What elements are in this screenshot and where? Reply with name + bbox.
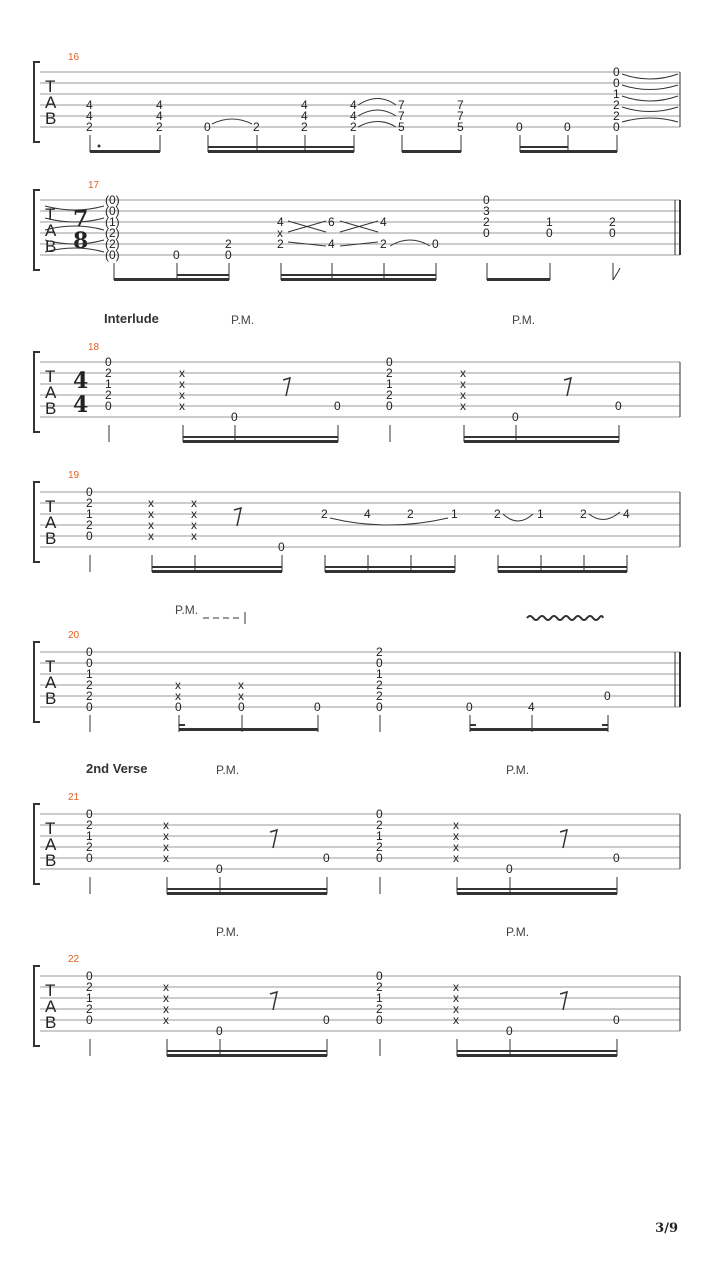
svg-text:1: 1 — [537, 507, 544, 521]
tab-staff-22 — [0, 964, 720, 1064]
svg-text:x: x — [175, 678, 181, 692]
svg-text:x: x — [460, 388, 466, 402]
svg-text:x: x — [163, 991, 169, 1005]
svg-text:0: 0 — [376, 851, 383, 865]
svg-text:1: 1 — [376, 991, 383, 1005]
measure-number-16: 16 — [68, 52, 80, 63]
svg-text:2: 2 — [105, 388, 112, 402]
tab-clef-a: A — [45, 221, 57, 240]
svg-text:1: 1 — [86, 829, 93, 843]
svg-text:2: 2 — [386, 366, 393, 380]
svg-text:x: x — [277, 226, 283, 240]
svg-text:2: 2 — [376, 689, 383, 703]
tab-clef-t: T — [45, 77, 56, 96]
measure-number-19: 19 — [68, 470, 80, 481]
svg-text:x: x — [453, 991, 459, 1005]
svg-text:0: 0 — [604, 689, 611, 703]
svg-text:x: x — [148, 518, 154, 532]
svg-text:x: x — [453, 1002, 459, 1016]
tab-clef-b: B — [45, 851, 57, 870]
tab-clef-b: B — [45, 529, 57, 548]
svg-text:0: 0 — [376, 656, 383, 670]
svg-text:2: 2 — [613, 98, 620, 112]
svg-text:0: 0 — [334, 399, 341, 413]
svg-text:x: x — [453, 1013, 459, 1027]
svg-text:1: 1 — [376, 667, 383, 681]
measure-number-20: 20 — [68, 630, 80, 641]
vibrato-mark — [527, 616, 603, 620]
palm-mute-label: P.M. — [216, 925, 240, 939]
measure-number-17: 17 — [88, 180, 100, 191]
svg-text:2: 2 — [86, 518, 93, 532]
svg-text:4: 4 — [364, 507, 371, 521]
svg-text:4: 4 — [156, 109, 163, 123]
svg-text:2: 2 — [609, 215, 616, 229]
svg-text:x: x — [460, 366, 466, 380]
tab-system-20 — [0, 640, 720, 740]
svg-text:0: 0 — [323, 851, 330, 865]
tab-system-19 — [0, 480, 720, 580]
tab-system-22 — [0, 964, 720, 1064]
svg-text:0: 0 — [376, 969, 383, 983]
svg-text:(0): (0) — [105, 248, 120, 262]
svg-text:4: 4 — [156, 98, 163, 112]
tab-clef-b: B — [45, 689, 57, 708]
svg-text:0: 0 — [175, 700, 182, 714]
svg-text:x: x — [191, 507, 197, 521]
svg-text:x: x — [453, 818, 459, 832]
tab-clef-b: B — [45, 399, 57, 418]
svg-text:0: 0 — [216, 1024, 223, 1038]
svg-text:2: 2 — [483, 215, 490, 229]
svg-text:4: 4 — [528, 700, 535, 714]
svg-text:0: 0 — [483, 193, 490, 207]
measure-number-21: 21 — [68, 792, 80, 803]
tab-clef-a: A — [45, 513, 57, 532]
svg-text:1: 1 — [86, 507, 93, 521]
svg-text:x: x — [179, 388, 185, 402]
svg-text:0: 0 — [613, 1013, 620, 1027]
svg-text:x: x — [179, 377, 185, 391]
svg-text:0: 0 — [173, 248, 180, 262]
svg-text:5: 5 — [398, 120, 405, 134]
tab-clef-t: T — [45, 205, 56, 224]
svg-text:0: 0 — [86, 851, 93, 865]
tab-clef-a: A — [45, 93, 57, 112]
tab-clef-a: A — [45, 673, 57, 692]
svg-text:x: x — [238, 678, 244, 692]
svg-text:(0): (0) — [105, 204, 120, 218]
svg-text:4: 4 — [301, 109, 308, 123]
tab-clef-t: T — [45, 497, 56, 516]
svg-text:4: 4 — [328, 237, 335, 251]
svg-text:2: 2 — [86, 678, 93, 692]
svg-text:x: x — [148, 496, 154, 510]
svg-text:2: 2 — [86, 1002, 93, 1016]
svg-text:0: 0 — [86, 656, 93, 670]
svg-text:0: 0 — [564, 120, 571, 134]
svg-text:1: 1 — [546, 215, 553, 229]
svg-text:2: 2 — [86, 818, 93, 832]
section-label-2nd-verse: 2nd Verse — [86, 761, 148, 776]
svg-text:0: 0 — [512, 410, 519, 424]
svg-text:0: 0 — [613, 76, 620, 90]
svg-text:2: 2 — [613, 109, 620, 123]
svg-text:0: 0 — [86, 700, 93, 714]
tab-clef-t: T — [45, 981, 56, 1000]
svg-text:x: x — [453, 840, 459, 854]
svg-text:2: 2 — [301, 120, 308, 134]
svg-text:x: x — [163, 1002, 169, 1016]
svg-text:4: 4 — [350, 109, 357, 123]
svg-text:x: x — [460, 399, 466, 413]
svg-text:4: 4 — [380, 215, 387, 229]
svg-text:x: x — [453, 851, 459, 865]
palm-mute-label: P.M. — [506, 925, 530, 939]
palm-mute-label: P.M. — [512, 313, 536, 327]
svg-text:0: 0 — [483, 226, 490, 240]
tab-staff-21 — [0, 802, 720, 902]
svg-text:3: 3 — [483, 204, 490, 218]
svg-text:0: 0 — [105, 399, 112, 413]
svg-text:x: x — [453, 829, 459, 843]
tab-clef-a: A — [45, 835, 57, 854]
svg-text:0: 0 — [506, 862, 513, 876]
svg-text:(2): (2) — [105, 226, 120, 240]
svg-text:0: 0 — [376, 700, 383, 714]
svg-text:0: 0 — [86, 529, 93, 543]
svg-text:0: 0 — [613, 65, 620, 79]
tab-clef-b: B — [45, 1013, 57, 1032]
tab-staff-19 — [0, 480, 720, 580]
svg-text:x: x — [191, 496, 197, 510]
svg-text:x: x — [238, 689, 244, 703]
svg-text:0: 0 — [86, 645, 93, 659]
svg-text:2: 2 — [253, 120, 260, 134]
svg-text:x: x — [148, 529, 154, 543]
tab-clef-t: T — [45, 367, 56, 386]
tab-staff-16 — [0, 60, 720, 160]
svg-text:1: 1 — [376, 829, 383, 843]
tab-staff-18 — [0, 350, 720, 450]
tab-clef-a: A — [45, 997, 57, 1016]
tab-staff-17 — [0, 188, 720, 288]
svg-text:2: 2 — [86, 120, 93, 134]
svg-text:2: 2 — [350, 120, 357, 134]
svg-text:0: 0 — [386, 399, 393, 413]
svg-text:4: 4 — [623, 507, 630, 521]
svg-text:2: 2 — [225, 237, 232, 251]
palm-mute-label: P.M. — [506, 763, 530, 777]
svg-text:x: x — [163, 818, 169, 832]
svg-text:0: 0 — [376, 807, 383, 821]
svg-text:(2): (2) — [105, 237, 120, 251]
svg-text:2: 2 — [380, 237, 387, 251]
svg-text:2: 2 — [376, 645, 383, 659]
svg-text:5: 5 — [457, 120, 464, 134]
svg-text:2: 2 — [376, 818, 383, 832]
tab-system-17 — [0, 188, 720, 288]
svg-text:0: 0 — [105, 355, 112, 369]
svg-text:1: 1 — [105, 377, 112, 391]
svg-text:x: x — [163, 829, 169, 843]
svg-text:0: 0 — [86, 969, 93, 983]
time-signature-numerator: 4 — [73, 368, 89, 394]
palm-mute-extension — [203, 612, 245, 624]
svg-text:1: 1 — [386, 377, 393, 391]
svg-text:2: 2 — [86, 980, 93, 994]
time-signature-denominator: 8 — [73, 228, 89, 254]
svg-text:0: 0 — [506, 1024, 513, 1038]
svg-text:x: x — [163, 980, 169, 994]
tab-clef-t: T — [45, 657, 56, 676]
measure-number-22: 22 — [68, 954, 80, 965]
svg-text:0: 0 — [466, 700, 473, 714]
svg-text:0: 0 — [613, 851, 620, 865]
palm-mute-label: P.M. — [231, 313, 255, 327]
svg-text:2: 2 — [86, 689, 93, 703]
tab-clef-b: B — [45, 237, 57, 256]
svg-text:4: 4 — [350, 98, 357, 112]
svg-text:4: 4 — [301, 98, 308, 112]
svg-text:x: x — [191, 529, 197, 543]
page-number: 3/9 — [655, 1221, 678, 1236]
svg-text:0: 0 — [386, 355, 393, 369]
svg-text:0: 0 — [432, 237, 439, 251]
svg-text:x: x — [163, 851, 169, 865]
svg-text:x: x — [179, 399, 185, 413]
palm-mute-label: P.M. — [175, 603, 199, 617]
svg-text:0: 0 — [204, 120, 211, 134]
section-label-interlude: Interlude — [104, 311, 159, 326]
svg-text:0: 0 — [231, 410, 238, 424]
svg-text:2: 2 — [86, 840, 93, 854]
svg-text:x: x — [453, 980, 459, 994]
svg-text:2: 2 — [407, 507, 414, 521]
palm-mute-label: P.M. — [216, 763, 240, 777]
svg-text:x: x — [460, 377, 466, 391]
svg-text:0: 0 — [238, 700, 245, 714]
svg-text:1: 1 — [86, 991, 93, 1005]
svg-text:2: 2 — [580, 507, 587, 521]
svg-text:0: 0 — [516, 120, 523, 134]
tab-clef-a: A — [45, 383, 57, 402]
svg-text:2: 2 — [277, 237, 284, 251]
svg-text:2: 2 — [376, 678, 383, 692]
tab-system-18 — [0, 350, 720, 450]
svg-text:1: 1 — [86, 667, 93, 681]
svg-text:0: 0 — [225, 248, 232, 262]
svg-text:x: x — [163, 1013, 169, 1027]
tab-system-21 — [0, 802, 720, 902]
svg-text:0: 0 — [86, 485, 93, 499]
tab-staff-20 — [0, 640, 720, 740]
svg-text:2: 2 — [86, 496, 93, 510]
tab-clef-t: T — [45, 819, 56, 838]
svg-text:2: 2 — [386, 388, 393, 402]
svg-text:2: 2 — [376, 980, 383, 994]
tab-system-16 — [0, 60, 720, 160]
svg-text:(1): (1) — [105, 215, 120, 229]
svg-text:2: 2 — [376, 840, 383, 854]
svg-text:2: 2 — [105, 366, 112, 380]
svg-text:x: x — [175, 689, 181, 703]
svg-text:0: 0 — [323, 1013, 330, 1027]
svg-text:0: 0 — [86, 807, 93, 821]
svg-text:2: 2 — [321, 507, 328, 521]
svg-text:0: 0 — [609, 226, 616, 240]
svg-text:0: 0 — [615, 399, 622, 413]
tab-clef-b: B — [45, 109, 57, 128]
svg-text:4: 4 — [86, 109, 93, 123]
svg-text:(0): (0) — [105, 193, 120, 207]
svg-text:7: 7 — [457, 98, 464, 112]
svg-text:0: 0 — [278, 540, 285, 554]
svg-text:2: 2 — [494, 507, 501, 521]
time-signature-denominator: 4 — [73, 392, 89, 418]
svg-text:0: 0 — [546, 226, 553, 240]
svg-text:4: 4 — [277, 215, 284, 229]
svg-text:x: x — [191, 518, 197, 532]
svg-text:1: 1 — [451, 507, 458, 521]
svg-text:4: 4 — [86, 98, 93, 112]
svg-text:0: 0 — [86, 1013, 93, 1027]
svg-text:x: x — [179, 366, 185, 380]
svg-text:x: x — [148, 507, 154, 521]
svg-text:x: x — [163, 840, 169, 854]
svg-text:2: 2 — [156, 120, 163, 134]
svg-text:7: 7 — [457, 109, 464, 123]
svg-text:1: 1 — [613, 87, 620, 101]
svg-text:7: 7 — [398, 109, 405, 123]
measure-number-18: 18 — [88, 342, 100, 353]
svg-text:0: 0 — [613, 120, 620, 134]
svg-text:0: 0 — [314, 700, 321, 714]
svg-text:6: 6 — [328, 215, 335, 229]
svg-text:0: 0 — [376, 1013, 383, 1027]
svg-text:0: 0 — [216, 862, 223, 876]
time-signature-numerator: 7 — [73, 206, 89, 232]
svg-text:2: 2 — [376, 1002, 383, 1016]
svg-text:7: 7 — [398, 98, 405, 112]
